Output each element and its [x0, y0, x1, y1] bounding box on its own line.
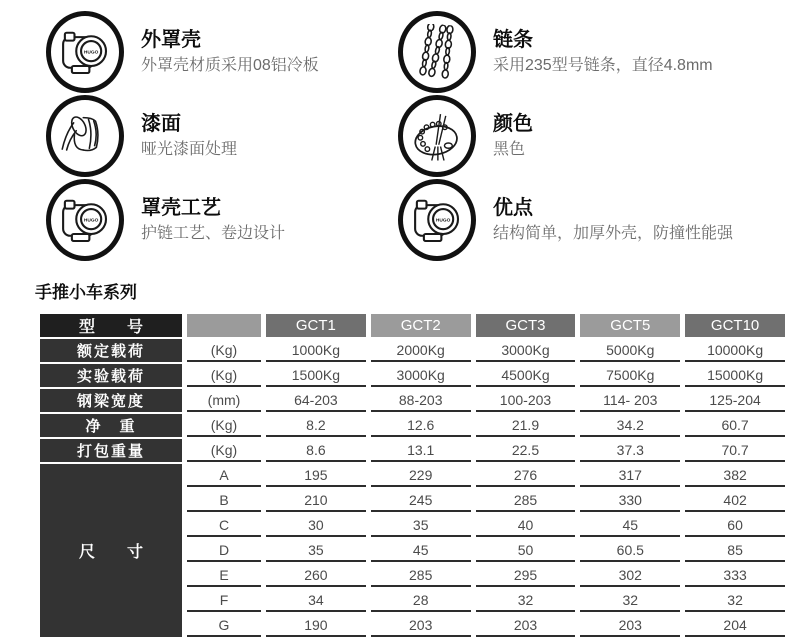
table-cell: 382: [685, 464, 785, 487]
table-cell: 10000Kg: [685, 339, 785, 362]
row-label: 净 重: [40, 414, 182, 437]
table-cell: 34.2: [580, 414, 680, 437]
feature-paint: [46, 98, 398, 174]
model-header: GCT10: [685, 314, 785, 337]
palette-icon: [398, 95, 476, 177]
table-row: [40, 414, 785, 437]
table-cell: 4500Kg: [476, 364, 576, 387]
table-cell: 37.3: [580, 439, 680, 462]
table-cell: 34: [266, 589, 366, 612]
feature-advantages: [398, 182, 797, 258]
table-row: [40, 439, 785, 462]
table-cell: 229: [371, 464, 471, 487]
table-cell: 333: [685, 564, 785, 587]
table-cell: 40: [476, 514, 576, 537]
table-cell: 13.1: [371, 439, 471, 462]
table-cell: 21.9: [476, 414, 576, 437]
row-label: 钢梁宽度: [40, 389, 182, 412]
table-cell: 60.5: [580, 539, 680, 562]
feature-title: 优点: [493, 196, 533, 219]
model-header: GCT3: [476, 314, 576, 337]
row-unit: (Kg): [187, 339, 261, 362]
row-label: 打包重量: [40, 439, 182, 462]
dim-key: G: [187, 614, 261, 637]
feature-shell-craft: [46, 182, 398, 258]
hoist-icon: [398, 179, 476, 261]
table-cell: 204: [685, 614, 785, 637]
table-row: [40, 464, 785, 487]
row-unit: (Kg): [187, 364, 261, 387]
row-label: 实验载荷: [40, 364, 182, 387]
table-cell: 100-203: [476, 389, 576, 412]
table-cell: 1000Kg: [266, 339, 366, 362]
model-header: GCT2: [371, 314, 471, 337]
table-cell: 260: [266, 564, 366, 587]
table-cell: 203: [371, 614, 471, 637]
row-unit: (Kg): [187, 439, 261, 462]
feature-list: [0, 0, 797, 258]
feature-description: 哑光漆面处理: [141, 140, 238, 158]
table-cell: 295: [476, 564, 576, 587]
table-cell: 60: [685, 514, 785, 537]
chain-icon: [398, 11, 476, 93]
table-cell: 3000Kg: [476, 339, 576, 362]
feature-description: 外罩壳材质采用08铝冷板: [141, 56, 319, 74]
table-cell: 114- 203: [580, 389, 680, 412]
table-cell: 1500Kg: [266, 364, 366, 387]
table-cell: 32: [580, 589, 680, 612]
table-header-empty: [187, 314, 261, 337]
table-cell: 2000Kg: [371, 339, 471, 362]
table-cell: 245: [371, 489, 471, 512]
dim-key: C: [187, 514, 261, 537]
feature-title: 链条: [493, 28, 533, 51]
table-cell: 317: [580, 464, 680, 487]
dim-key: B: [187, 489, 261, 512]
table-cell: 45: [371, 539, 471, 562]
table-cell: 203: [476, 614, 576, 637]
dim-key: A: [187, 464, 261, 487]
feature-color: [398, 98, 797, 174]
table-cell: 402: [685, 489, 785, 512]
row-unit: (Kg): [187, 414, 261, 437]
table-cell: 285: [371, 564, 471, 587]
model-header: GCT1: [266, 314, 366, 337]
table-cell: 125-204: [685, 389, 785, 412]
table-cell: 85: [685, 539, 785, 562]
feature-outer-shell: [46, 14, 398, 90]
model-header-label: 型 号: [40, 314, 182, 337]
table-cell: 7500Kg: [580, 364, 680, 387]
table-row: [40, 339, 785, 362]
feature-description: 结构简单，加厚外壳，防撞性能强: [493, 224, 734, 242]
dim-key: E: [187, 564, 261, 587]
table-row: [40, 389, 785, 412]
table-cell: 203: [580, 614, 680, 637]
row-label: 额定载荷: [40, 339, 182, 362]
table-cell: 330: [580, 489, 680, 512]
table-row: [40, 364, 785, 387]
table-cell: 8.2: [266, 414, 366, 437]
table-cell: 5000Kg: [580, 339, 680, 362]
paint-bucket-icon: [46, 95, 124, 177]
feature-title: 漆面: [141, 112, 181, 135]
table-cell: 70.7: [685, 439, 785, 462]
table-cell: 3000Kg: [371, 364, 471, 387]
table-cell: 12.6: [371, 414, 471, 437]
table-cell: 190: [266, 614, 366, 637]
table-cell: 210: [266, 489, 366, 512]
table-cell: 8.6: [266, 439, 366, 462]
table-cell: 64-203: [266, 389, 366, 412]
table-cell: 45: [580, 514, 680, 537]
feature-chain: [398, 14, 797, 90]
dimensions-label: 尺 寸: [40, 464, 182, 637]
table-cell: 15000Kg: [685, 364, 785, 387]
feature-title: 外罩壳: [141, 28, 201, 51]
hoist-icon: [46, 179, 124, 261]
feature-description: 采用235型号链条，直径4.8mm: [493, 56, 713, 74]
table-cell: 28: [371, 589, 471, 612]
table-cell: 22.5: [476, 439, 576, 462]
table-cell: 32: [685, 589, 785, 612]
dim-key: D: [187, 539, 261, 562]
hoist-icon: [46, 11, 124, 93]
table-cell: 35: [371, 514, 471, 537]
feature-description: 护链工艺、卷边设计: [141, 224, 286, 242]
table-cell: 50: [476, 539, 576, 562]
spec-table: [35, 312, 790, 639]
table-cell: 60.7: [685, 414, 785, 437]
table-header-row: [40, 314, 785, 337]
table-cell: 195: [266, 464, 366, 487]
feature-title: 罩壳工艺: [141, 196, 221, 219]
feature-title: 颜色: [493, 112, 533, 135]
dim-key: F: [187, 589, 261, 612]
table-cell: 88-203: [371, 389, 471, 412]
model-header: GCT5: [580, 314, 680, 337]
table-cell: 35: [266, 539, 366, 562]
table-cell: 276: [476, 464, 576, 487]
section-title: 手推小车系列: [35, 283, 137, 302]
table-cell: 32: [476, 589, 576, 612]
table-cell: 30: [266, 514, 366, 537]
table-cell: 285: [476, 489, 576, 512]
table-cell: 302: [580, 564, 680, 587]
row-unit: (mm): [187, 389, 261, 412]
feature-description: 黑色: [493, 140, 526, 158]
